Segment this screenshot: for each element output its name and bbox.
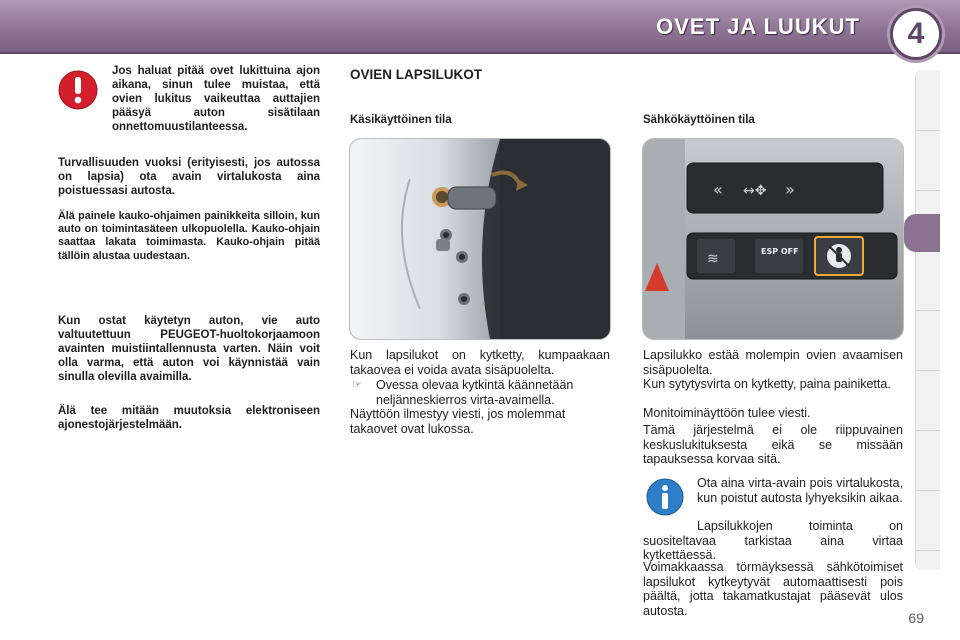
electric-mode-text-1: Lapsilukko estää molempin ovien avaamisen sisäpuolelta.	[643, 348, 903, 377]
index-divider	[916, 370, 940, 371]
remote-note: Älä painele kauko-ohjaimen painikkeita silloin, kun auto on toimintasäteen ulkopuolella. Kauko-ohjain saattaa lakata toimimasta. Kauko-ohjain pitää tällöin alustaa uudestaan.	[58, 210, 320, 262]
index-divider	[916, 430, 940, 431]
manual-mode-bullet	[352, 378, 614, 408]
chapter-title: OVET JA LUUKUT	[656, 14, 860, 39]
side-index	[915, 70, 940, 570]
index-divider	[916, 550, 940, 551]
page-number: 69	[908, 610, 924, 626]
warning-intro-text: Jos haluat pitää ovet lukittuina ajon aikana, sinun tulee muistaa, että ovien lukitus vaikeuttaa auttajien pääsyä auton sisätilaan onnettomuustilanteessa.	[112, 65, 320, 133]
electric-mode-title: Sähkökäyttöinen tila	[643, 114, 755, 126]
info-text-3: Voimakkaassa törmäyksessä sähkötoimiset lapsilukot kytkeytyvät automaattisesti pois päältä, jotta takamatkustajat pääsevät ulos autosta.	[643, 560, 903, 618]
index-divider	[916, 130, 940, 131]
index-divider	[916, 190, 940, 191]
electric-mode-text-2: Kun sytytysvirta on kytketty, paina painiketta.	[643, 377, 891, 391]
used-car-note: Kun ostat käytetyn auton, vie auto valtuutettuun PEUGEOT-huoltokorjaamoon avainten muistiintallennusta varten. Näin voit olla varma, että auton voi käynnistää vain sinulla olevilla avaimilla.	[58, 315, 320, 383]
esp-off-label: ESP OFF	[761, 247, 799, 256]
manual-mode-title: Käsikäyttöinen tila	[350, 114, 452, 126]
svg-text:↔✥: ↔✥	[743, 183, 767, 199]
manual-mode-text-2: Näyttöön ilmestyy viesti, jos molemmat takaovet ovat lukossa.	[350, 407, 566, 436]
electronics-note: Älä tee mitään muutoksia elektroniseen ajonestojärjestelmään.	[58, 405, 320, 431]
svg-text:»: »	[785, 180, 795, 199]
chapter-header	[0, 0, 960, 54]
bullet-arrow-icon: ☞	[352, 379, 362, 391]
safety-note: Turvallisuuden vuoksi (erityisesti, jos autossa on lapsia) ota avain virtalukosta aina poistuessasi autosta.	[58, 157, 320, 197]
manual-mode-bullet-text: Ovessa olevaa kytkintä käännetään neljänneskierros virta-avaimella.	[376, 378, 574, 407]
info-text-2: Lapsilukkojen toiminta on suositeltavaa tarkistaa aina virtaa kytkettäessä.	[643, 519, 903, 562]
index-divider	[916, 490, 940, 491]
side-index-active-tab[interactable]	[904, 214, 940, 252]
manual-mode-text-1: Kun lapsilukot on kytketty, kumpaakaan takaovea ei voida avata sisäpuolelta.	[350, 348, 610, 377]
section-title: OVIEN LAPSILUKOT	[350, 67, 483, 82]
svg-text:«: «	[713, 180, 723, 199]
warning-icon	[58, 70, 98, 110]
index-divider	[916, 310, 940, 311]
electric-mode-text-4: Tämä järjestelmä ei ole riippuvainen keskuslukituksesta eikä se missään tapauksessa korvaa sitä.	[643, 423, 903, 466]
info-text-1: Ota aina virta-avain pois virtalukosta, kun poistut autosta lyhyeksikin aikaa.	[697, 476, 903, 505]
door-child-lock-photo	[349, 138, 611, 340]
electric-mode-text-3: Monitoiminäyttöön tulee viesti.	[643, 406, 811, 420]
svg-text:≋: ≋	[707, 251, 719, 267]
info-icon	[646, 478, 684, 516]
dashboard-buttons-photo	[642, 138, 904, 340]
chapter-number: 4	[890, 8, 942, 60]
